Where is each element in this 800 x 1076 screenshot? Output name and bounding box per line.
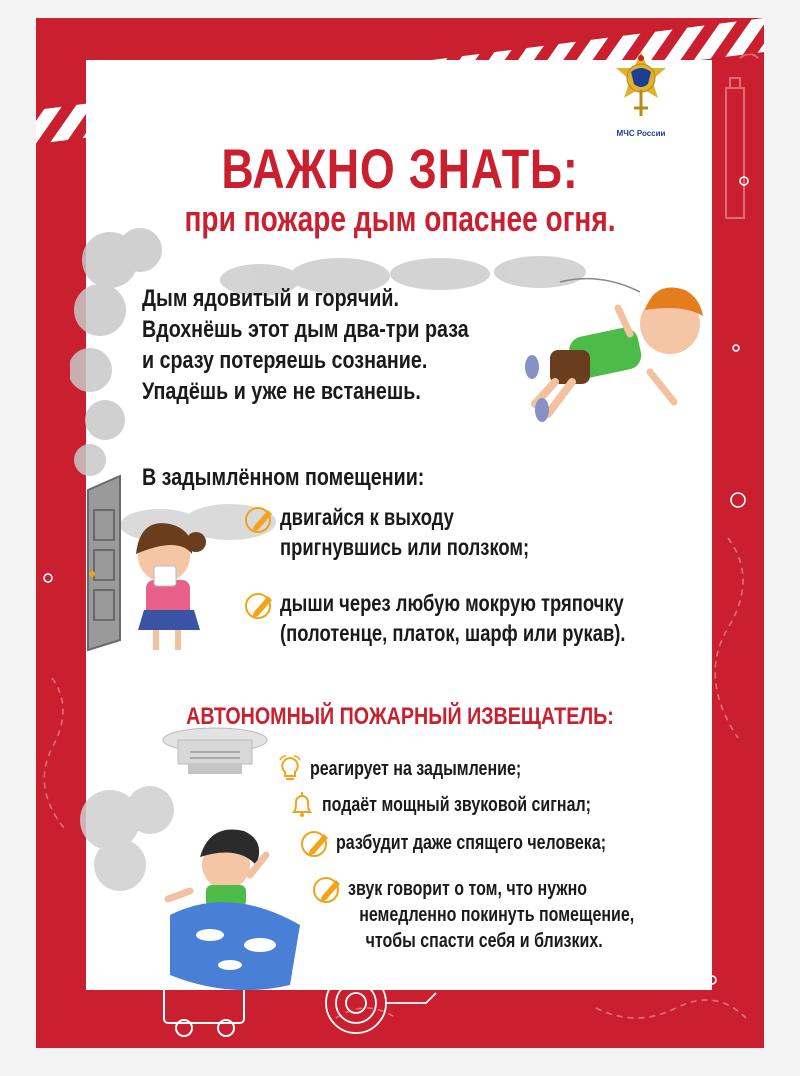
pencil-icon bbox=[244, 502, 276, 534]
bell-icon bbox=[286, 788, 318, 820]
feature-line: немедленно покинуть помещение, bbox=[359, 904, 635, 926]
smoke-line: и сразу потеряешь сознание. bbox=[142, 347, 428, 374]
page-title: ВАЖНО ЗНАТЬ: bbox=[221, 137, 579, 200]
detector-heading: АВТОНОМНЫЙ ПОЖАРНЫЙ ИЗВЕЩАТЕЛЬ: bbox=[186, 703, 614, 730]
feature-line: звук говорит о том, что нужно bbox=[348, 878, 588, 900]
smoke-detector-illustration bbox=[160, 726, 270, 786]
pencil-icon bbox=[312, 872, 344, 904]
feature-line: подаёт мощный звуковой сигнал; bbox=[322, 794, 591, 816]
emblem-icon bbox=[614, 50, 668, 122]
step-line: дыши через любую мокрую тряпочку bbox=[280, 590, 624, 616]
step-line: пригнувшись или ползком; bbox=[280, 534, 530, 560]
smoke-danger-text bbox=[142, 283, 486, 407]
girl-door-illustration bbox=[84, 470, 244, 660]
pencil-icon bbox=[300, 826, 332, 858]
pencil-icon bbox=[244, 588, 276, 620]
smoke-line: Дым ядовитый и горячий. bbox=[142, 285, 399, 312]
girl-in-bed-illustration bbox=[160, 825, 320, 995]
fainted-boy-illustration bbox=[510, 272, 710, 422]
feature-line: чтобы спасти себя и близких. bbox=[365, 930, 603, 952]
page-subtitle: при пожаре дым опаснее огня. bbox=[184, 198, 616, 239]
emblem-caption: МЧС России bbox=[616, 129, 666, 138]
step-line: (полотенце, платок, шарф или рукав). bbox=[280, 620, 626, 646]
feature-line: разбудит даже спящего человека; bbox=[336, 832, 607, 854]
smoke-line: Упадёшь и уже не встанешь. bbox=[142, 378, 421, 405]
lightbulb-icon bbox=[274, 752, 306, 784]
feature-line: реагирует на задымление; bbox=[310, 758, 522, 780]
step-line: двигайся к выходу bbox=[280, 504, 454, 530]
emchs-emblem bbox=[612, 50, 670, 142]
smoky-room-heading: В задымлённом помещении: bbox=[142, 464, 425, 491]
smoke-line: Вдохнёшь этот дым два-три раза bbox=[142, 316, 469, 343]
